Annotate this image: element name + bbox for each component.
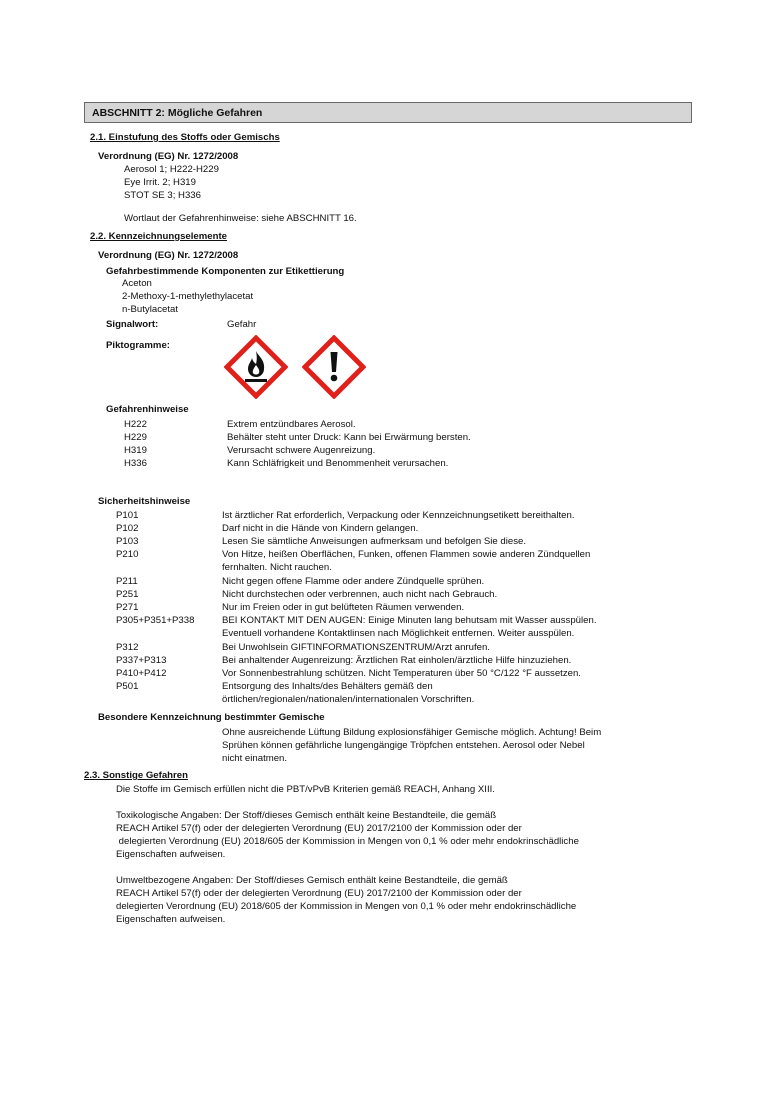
precaution-code: P211 (116, 576, 138, 587)
precaution-text: Bei anhaltender Augenreizung: Ärztlichen Rat einholen/ärztliche Hilfe hinzuziehen. (222, 655, 572, 666)
special-labelling-text: Ohne ausreichende Lüftung Bildung explosionsfähiger Gemische möglich. Achtung! Beim (222, 727, 602, 738)
precaution-code: P101 (116, 510, 139, 521)
toxicology-text: Toxikologische Angaben: Der Stoff/dieses Gemisch enthält keine Bestandteile, die gemäß (116, 810, 497, 821)
precaution-text: fernhalten. Nicht rauchen. (222, 562, 332, 573)
flame-pictogram-icon (224, 335, 288, 399)
hazard-code: H319 (124, 445, 147, 456)
regulation-2-2: Verordnung (EG) Nr. 1272/2008 (98, 250, 239, 261)
precaution-code: P501 (116, 681, 139, 692)
classification-item: Eye Irrit. 2; H319 (124, 177, 196, 188)
subsection-2-1-title: 2.1. Einstufung des Stoffs oder Gemischs (90, 132, 280, 143)
hazard-text: Extrem entzündbares Aerosol. (227, 419, 356, 430)
section-title: ABSCHNITT 2: Mögliche Gefahren (92, 107, 263, 119)
precaution-text: Nur im Freien oder in gut belüfteten Räumen verwenden. (222, 602, 465, 613)
special-labelling-text: Sprühen können gefährliche lungengängige Tröpfchen entstehen. Aerosol oder Nebel (222, 740, 585, 751)
toxicology-text: delegierten Verordnung (EU) 2018/605 der Kommission in Mengen von 0,1 % oder mehr endokrinschädliche (116, 836, 579, 847)
pictograms-label: Piktogramme: (106, 340, 170, 351)
special-labelling-text: nicht einatmen. (222, 753, 288, 764)
precaution-code: P251 (116, 589, 139, 600)
precaution-text: Entsorgung des Inhalts/des Behälters gemäß den (222, 681, 433, 692)
environment-text: delegierten Verordnung (EU) 2018/605 der Kommission in Mengen von 0,1 % oder mehr endokrinschädliche (116, 901, 577, 912)
precaution-text: Ist ärztlicher Rat erforderlich, Verpackung oder Kennzeichnungsetikett bereithalten. (222, 510, 575, 521)
hazard-text: Behälter steht unter Druck: Kann bei Erwärmung bersten. (227, 432, 471, 443)
precaution-text: Nicht gegen offene Flamme oder andere Zündquelle sprühen. (222, 576, 485, 587)
precautionary-statements-title: Sicherheitshinweise (98, 496, 191, 507)
classification-item: Aerosol 1; H222-H229 (124, 164, 219, 175)
precaution-text: Bei Unwohlsein GIFTINFORMATIONSZENTRUM/Arzt anrufen. (222, 642, 490, 653)
precaution-text: Nicht durchstechen oder verbrennen, auch nicht nach Gebrauch. (222, 589, 498, 600)
toxicology-text: REACH Artikel 57(f) oder der delegierten Verordnung (EU) 2017/2100 der Kommission oder der (116, 823, 522, 834)
component-item: Aceton (122, 278, 152, 289)
subsection-2-2-title: 2.2. Kennzeichnungselemente (90, 231, 228, 242)
signal-word-label: Signalwort: (106, 319, 159, 330)
precaution-code: P337+P313 (116, 655, 167, 666)
environment-text: REACH Artikel 57(f) oder der delegierten Verordnung (EU) 2017/2100 der Kommission oder der (116, 888, 522, 899)
precaution-code: P102 (116, 523, 139, 534)
precaution-text: Darf nicht in die Hände von Kindern gelangen. (222, 523, 419, 534)
component-item: n-Butylacetat (122, 304, 178, 315)
precaution-code: P271 (116, 602, 139, 613)
precaution-text: BEI KONTAKT MIT DEN AUGEN: Einige Minuten lang behutsam mit Wasser ausspülen. (222, 615, 597, 626)
precaution-code: P410+P412 (116, 668, 167, 679)
environment-text: Umweltbezogene Angaben: Der Stoff/dieses Gemisch enthält keine Bestandteile, die gemäß (116, 875, 508, 886)
precaution-code: P305+P351+P338 (116, 615, 195, 626)
section-header (84, 102, 692, 123)
regulation-2-1: Verordnung (EG) Nr. 1272/2008 (98, 151, 239, 162)
hazard-code: H229 (124, 432, 147, 443)
precaution-text: Lesen Sie sämtliche Anweisungen aufmerksam und befolgen Sie diese. (222, 536, 526, 547)
precaution-text: Eventuell vorhandene Kontaktlinsen nach Möglichkeit entfernen. Weiter ausspülen. (222, 628, 575, 639)
component-item: 2-Methoxy-1-methylethylacetat (122, 291, 254, 302)
exclamation-pictogram-icon (302, 335, 366, 399)
precaution-code: P312 (116, 642, 139, 653)
components-title: Gefahrbestimmende Komponenten zur Etikettierung (106, 266, 345, 277)
precaution-code: P210 (116, 549, 139, 560)
environment-text: Eigenschaften aufweisen. (116, 914, 226, 925)
special-labelling-title: Besondere Kennzeichnung bestimmter Gemische (98, 712, 325, 723)
signal-word-value: Gefahr (227, 319, 257, 330)
classification-item: STOT SE 3; H336 (124, 190, 201, 201)
wording-note: Wortlaut der Gefahrenhinweise: siehe ABSCHNITT 16. (124, 213, 357, 224)
hazard-code: H336 (124, 458, 147, 469)
hazard-text: Verursacht schwere Augenreizung. (227, 445, 376, 456)
precaution-code: P103 (116, 536, 139, 547)
precaution-text: örtlichen/regionalen/nationalen/internationalen Vorschriften. (222, 694, 475, 705)
hazard-text: Kann Schläfrigkeit und Benommenheit verursachen. (227, 458, 449, 469)
precaution-text: Vor Sonnenbestrahlung schützen. Nicht Temperaturen über 50 °C/122 °F aussetzen. (222, 668, 581, 679)
subsection-2-3-title: 2.3. Sonstige Gefahren (84, 770, 188, 781)
hazard-code: H222 (124, 419, 147, 430)
toxicology-text: Eigenschaften aufweisen. (116, 849, 226, 860)
precaution-text: Von Hitze, heißen Oberflächen, Funken, offenen Flammen sowie anderen Zündquellen (222, 549, 591, 560)
pbt-statement: Die Stoffe im Gemisch erfüllen nicht die PBT/vPvB Kriterien gemäß REACH, Anhang XIII. (116, 784, 495, 795)
hazard-statements-title: Gefahrenhinweise (106, 404, 189, 415)
